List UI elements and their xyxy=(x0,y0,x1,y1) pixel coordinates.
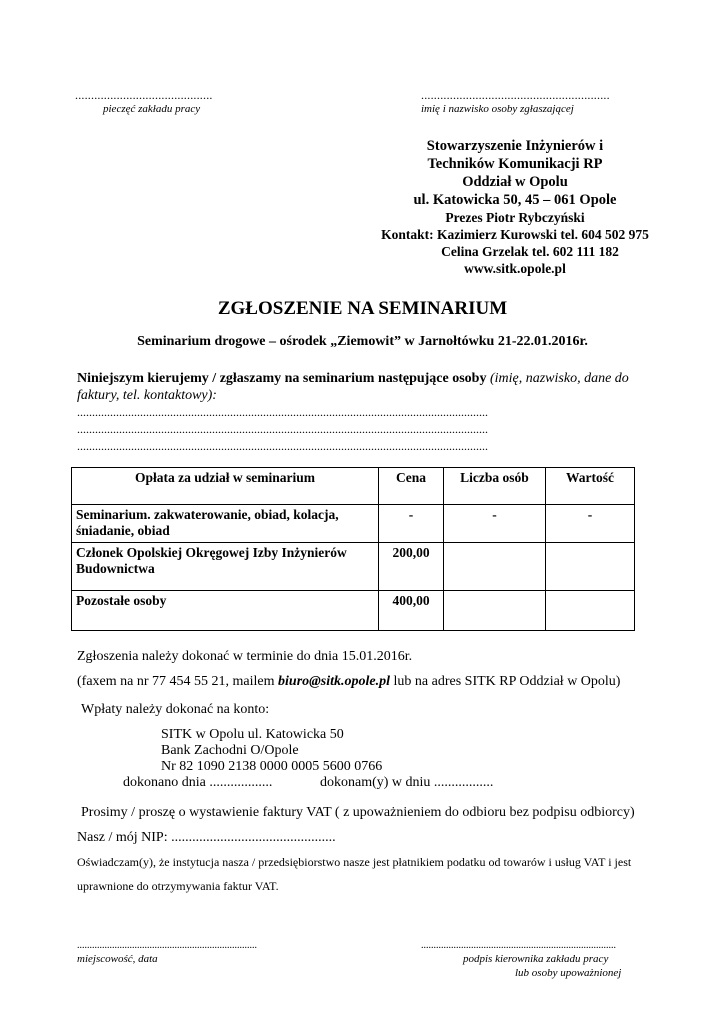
stamp-caption: pieczęć zakładu pracy xyxy=(103,103,201,115)
row-label: Seminarium. zakwaterowanie, obiad, kolacja, śniadanie, obiad xyxy=(72,505,379,543)
signature-caption2: lub osoby upoważnionej xyxy=(515,967,622,979)
place-date-caption: miejscowość, data xyxy=(77,953,158,965)
header-count: Liczba osób xyxy=(444,468,546,505)
seminar-subtitle: Seminarium drogowe – ośrodek „Ziemowit” w Jarnołtówku 21-22.01.2016r. xyxy=(137,334,588,349)
send-info-after: lub na adres SITK RP Oddział w Opolu) xyxy=(390,674,621,689)
declaration-line1: Oświadczam(y), że instytucja nasza / przedsiębiorstwo nasze jest płatnikiem podatku od towarów i usług VAT i jest xyxy=(77,855,632,869)
declaration-line2: uprawnione do otrzymywania faktur VAT. xyxy=(77,879,279,893)
table-header-row xyxy=(72,468,635,505)
applicant-name-caption: imię i nazwisko osoby zgłaszającej xyxy=(421,103,574,115)
payment-done-on[interactable]: dokonano dnia .................. xyxy=(123,775,273,790)
invoice-request-row xyxy=(77,805,635,821)
stamp-dots: ........................................... xyxy=(75,88,213,102)
payment-bank: Bank Zachodni O/Opole xyxy=(161,743,299,758)
row-count[interactable] xyxy=(444,591,546,631)
org-name-line2: Techników Komunikacji RP xyxy=(427,156,603,172)
org-branch: Oddział w Opolu xyxy=(462,174,568,190)
payment-done-row xyxy=(119,775,272,791)
intro-bold: Niniejszym kierujemy / zgłaszamy na seminarium następujące osoby xyxy=(77,371,487,386)
payment-label: Wpłaty należy dokonać na konto: xyxy=(81,702,270,717)
org-name-line1: Stowarzyszenie Inżynierów i xyxy=(426,138,604,154)
place-date-dots[interactable]: ........................................................................ xyxy=(77,940,257,951)
intro-text xyxy=(77,370,657,404)
org-website: www.sitk.opole.pl xyxy=(464,261,566,276)
row-value[interactable]: - xyxy=(546,505,635,543)
row-label: Pozostałe osoby xyxy=(72,591,379,631)
org-contact1: Kontakt: Kazimierz Kurowski tel. 604 502 975 xyxy=(381,227,649,242)
header-value: Wartość xyxy=(546,468,635,505)
payment-will-do[interactable]: dokonam(y) w dniu ................. xyxy=(320,775,494,790)
attendee-line-2[interactable]: ......................................................................................................................................... xyxy=(77,422,488,436)
applicant-name-dots: ........................................................... xyxy=(421,88,610,102)
signature-caption1: podpis kierownika zakładu pracy xyxy=(463,953,609,965)
fees-table xyxy=(71,467,635,631)
intro-italic: (imię, nazwisko, dane do faktury, tel. kontaktowy): xyxy=(77,371,629,403)
invoice-request-text: Prosimy / proszę o wystawienie faktury VAT ( z upoważnieniem do odbioru bez podpisu odbiorcy) xyxy=(81,805,635,820)
row-label: Członek Opolskiej Okręgowej Izby Inżynierów Budownictwa xyxy=(72,543,379,591)
payment-address: SITK w Opolu ul. Katowicka 50 xyxy=(161,727,344,742)
row-count[interactable] xyxy=(444,543,546,591)
attendee-line-3[interactable]: ......................................................................................................................................... xyxy=(77,439,488,453)
row-count[interactable]: - xyxy=(444,505,546,543)
nip-field[interactable]: Nasz / mój NIP: ............................................... xyxy=(77,830,336,845)
table-row xyxy=(72,591,635,631)
attendee-line-1[interactable]: ......................................................................................................................................... xyxy=(77,405,488,419)
org-president: Prezes Piotr Rybczyński xyxy=(445,210,585,225)
email-link[interactable]: biuro@sitk.opole.pl xyxy=(278,674,391,689)
payment-account: Nr 82 1090 2138 0000 0005 5600 0766 xyxy=(161,759,383,774)
header-fee: Opłata za udział w seminarium xyxy=(72,468,379,505)
row-price: 200,00 xyxy=(379,543,444,591)
org-address: ul. Katowicka 50, 45 – 061 Opole xyxy=(413,192,617,208)
page-title: ZGŁOSZENIE NA SEMINARIUM xyxy=(217,298,508,319)
org-contact2: Celina Grzelak tel. 602 111 182 xyxy=(441,244,619,259)
signature-dots[interactable]: .............................................................................. xyxy=(421,940,616,951)
table-row xyxy=(72,505,635,543)
row-value[interactable] xyxy=(546,591,635,631)
payment-will-do-row xyxy=(316,775,493,791)
header-price: Cena xyxy=(379,468,444,505)
table-row xyxy=(72,543,635,591)
row-value[interactable] xyxy=(546,543,635,591)
row-price: - xyxy=(379,505,444,543)
send-info-before: (faxem na nr 77 454 55 21, mailem xyxy=(77,674,279,689)
row-price: 400,00 xyxy=(379,591,444,631)
deadline-text: Zgłoszenia należy dokonać w terminie do dnia 15.01.2016r. xyxy=(77,649,413,664)
payment-label-row xyxy=(77,702,269,718)
send-info xyxy=(77,674,620,690)
